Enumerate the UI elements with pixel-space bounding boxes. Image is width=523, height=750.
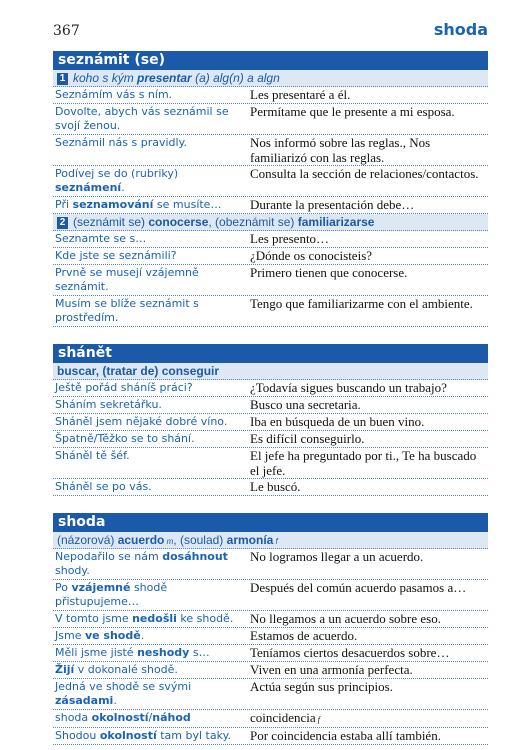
page-number: 367 — [53, 23, 80, 39]
czech-fragment: Ještě pořád sháníš práci? — [55, 381, 193, 394]
czech-phrase — [53, 710, 250, 727]
spanish-translation — [250, 728, 488, 744]
spanish-text: Estamos de acuerdo. — [250, 628, 358, 643]
entry-section — [53, 344, 488, 496]
czech-phrase — [53, 231, 250, 247]
spanish-translation — [250, 197, 488, 213]
czech-fragment: nedošli — [132, 612, 177, 625]
spanish-translation — [250, 479, 488, 495]
czech-phrase — [53, 248, 250, 264]
czech-phrase — [53, 135, 250, 165]
entry-headword: shoda — [53, 513, 488, 532]
czech-phrase — [53, 580, 250, 610]
example-row — [53, 296, 488, 327]
czech-fragment: Žijí — [55, 663, 75, 676]
czech-fragment: vzájemné — [71, 581, 131, 594]
czech-phrase — [53, 197, 250, 213]
sense-gloss — [53, 214, 488, 231]
spanish-translation — [250, 611, 488, 627]
example-row — [53, 197, 488, 214]
sense-number: 1 — [57, 73, 68, 85]
example-row — [53, 104, 488, 135]
czech-phrase — [53, 380, 250, 396]
czech-fragment: zásadami — [55, 694, 114, 707]
gloss-text: m — [164, 537, 174, 546]
czech-fragment: seznámení — [55, 181, 122, 194]
entry-section — [53, 51, 488, 327]
spanish-translation — [250, 265, 488, 295]
spanish-text: ¿Dónde os conocisteis? — [250, 248, 373, 263]
czech-phrase — [53, 414, 250, 430]
spanish-translation — [250, 628, 488, 644]
spanish-text: Actúa según sus principios. — [250, 679, 393, 694]
entry-section — [53, 513, 488, 745]
czech-fragment: Sháněl jsem nějaké dobré víno. — [55, 415, 228, 428]
czech-fragment: dosáhnout — [162, 550, 228, 563]
spanish-text: Teníamos ciertos desacuerdos sobre… — [250, 645, 450, 660]
czech-fragment: Sháněl tě šéf. — [55, 449, 130, 462]
spanish-translation — [250, 166, 488, 196]
spanish-text: coincidencia — [250, 710, 316, 725]
gloss-text: conocerse — [148, 215, 209, 229]
spanish-text: Por coincidencia estaba allí también. — [250, 728, 441, 743]
sense-number: 2 — [57, 217, 68, 229]
example-row — [53, 231, 488, 248]
spanish-translation — [250, 231, 488, 247]
czech-phrase — [53, 296, 250, 326]
czech-phrase — [53, 166, 250, 196]
example-row — [53, 87, 488, 104]
czech-fragment: Jsme — [55, 629, 85, 642]
spanish-translation — [250, 397, 488, 413]
spanish-text: El jefe ha preguntado por ti., Te ha buscado el jefe. — [250, 448, 477, 478]
spanish-text: No llegamos a un acuerdo sobre eso. — [250, 611, 441, 626]
gloss-text: familiarizarse — [297, 215, 375, 229]
czech-fragment: v dokonalé shodě. — [74, 663, 178, 676]
czech-fragment: Dovolte, abych vás seznámil se svojí ženou. — [55, 105, 229, 132]
gloss-text: acuerdo — [117, 533, 165, 547]
czech-phrase — [53, 397, 250, 413]
czech-fragment: seznamování — [72, 198, 154, 211]
example-row — [53, 265, 488, 296]
czech-fragment: Jedná ve shodě se svými — [55, 680, 192, 693]
spanish-translation — [250, 448, 488, 478]
spanish-text: Le buscó. — [250, 479, 301, 494]
czech-fragment: Po — [55, 581, 72, 594]
czech-fragment: okolností — [91, 711, 149, 724]
czech-phrase — [53, 645, 250, 661]
example-row — [53, 248, 488, 265]
czech-phrase — [53, 628, 250, 644]
spanish-text: Durante la presentación debe… — [250, 197, 415, 212]
spanish-translation — [250, 645, 488, 661]
gloss-text: buscar, (tratar de) conseguir — [57, 364, 220, 378]
spanish-text: Permítame que le presente a mi esposa. — [250, 104, 455, 119]
example-row — [53, 414, 488, 431]
running-head: shoda — [433, 20, 488, 39]
czech-phrase — [53, 679, 250, 709]
spanish-translation — [250, 296, 488, 326]
spanish-translation — [250, 580, 488, 610]
czech-fragment: Seznamte se s… — [55, 232, 147, 245]
example-row — [53, 611, 488, 628]
czech-fragment: . — [121, 181, 125, 194]
example-row — [53, 728, 488, 745]
gender-marker: f — [315, 715, 320, 724]
sense-gloss — [53, 70, 488, 87]
example-row — [53, 580, 488, 611]
gloss-text: koho s kým — [73, 71, 138, 85]
example-row — [53, 679, 488, 710]
czech-fragment: Seznámím vás s ním. — [55, 88, 173, 101]
gloss-text: armonía — [226, 533, 274, 547]
czech-fragment: . — [140, 629, 145, 642]
example-row — [53, 662, 488, 679]
czech-fragment: Špatně/Těžko se to shání. — [55, 432, 195, 445]
spanish-translation — [250, 679, 488, 709]
gloss-text: (seznámit se) — [73, 215, 149, 229]
czech-fragment: shoda — [55, 711, 92, 724]
spanish-text: Les presento… — [250, 231, 330, 246]
spanish-text: Tengo que familiarizarme con el ambiente. — [250, 296, 473, 311]
czech-fragment: . — [113, 694, 117, 707]
entry-headword: shánět — [53, 344, 488, 363]
czech-phrase — [53, 431, 250, 447]
czech-fragment: ke shodě. — [176, 612, 234, 625]
spanish-text: ¿Todavía sigues buscando un trabajo? — [250, 380, 447, 395]
spanish-text: Después del común acuerdo pasamos a… — [250, 580, 467, 595]
czech-phrase — [53, 265, 250, 295]
spanish-text: Es difícil conseguirlo. — [250, 431, 365, 446]
czech-phrase — [53, 549, 250, 579]
czech-fragment: Kde jste se seznámili? — [55, 249, 177, 262]
example-row — [53, 380, 488, 397]
gloss-text: f — [273, 537, 278, 546]
page-header — [53, 20, 488, 44]
czech-fragment: Nepodařilo se nám — [55, 550, 163, 563]
spanish-translation — [250, 135, 488, 165]
spanish-translation — [250, 431, 488, 447]
example-row — [53, 166, 488, 197]
spanish-translation — [250, 662, 488, 678]
spanish-text: Viven en una armonía perfecta. — [250, 662, 413, 677]
example-row — [53, 628, 488, 645]
czech-fragment: tam byl taky. — [156, 729, 232, 742]
czech-fragment: Při — [55, 198, 73, 211]
spanish-translation — [250, 414, 488, 430]
example-row — [53, 135, 488, 166]
czech-fragment: Prvně se musejí vzájemně seznámit. — [55, 266, 199, 293]
czech-phrase — [53, 611, 250, 627]
czech-fragment: neshody — [137, 646, 190, 659]
spanish-text: Iba en búsqueda de un buen vino. — [250, 414, 425, 429]
czech-fragment: shodě přistupujeme… — [55, 581, 168, 608]
entries — [53, 51, 488, 745]
spanish-translation — [250, 87, 488, 103]
czech-fragment: Podívej se do (rubriky) — [55, 167, 179, 180]
sense-gloss — [53, 363, 488, 380]
spanish-text: Les presentaré a él. — [250, 87, 351, 102]
czech-phrase — [53, 662, 250, 678]
example-row — [53, 710, 488, 728]
spanish-translation — [250, 248, 488, 264]
czech-fragment: se musíte… — [153, 198, 222, 211]
gloss-text: , (obeznámit se) — [208, 215, 298, 229]
example-row — [53, 549, 488, 580]
spanish-translation — [250, 380, 488, 396]
czech-fragment: s… — [189, 646, 210, 659]
czech-phrase — [53, 104, 250, 134]
czech-fragment: Sháním sekretářku. — [55, 398, 162, 411]
czech-fragment: okolností — [99, 729, 157, 742]
gloss-text: (a) alg(n) a algn — [191, 71, 280, 85]
spanish-text: Busco una secretaria. — [250, 397, 361, 412]
czech-phrase — [53, 728, 250, 744]
czech-fragment: ve shodě — [84, 629, 141, 642]
spanish-text: Nos informó sobre las reglas., Nos familiarizó con las reglas. — [250, 135, 431, 165]
czech-fragment: Sháněl se po vás. — [55, 480, 152, 493]
example-row — [53, 397, 488, 414]
spanish-text: Primero tienen que conocerse. — [250, 265, 408, 280]
sense-gloss — [53, 532, 488, 549]
gloss-text: presentar — [137, 71, 192, 85]
example-row — [53, 431, 488, 448]
spanish-translation — [250, 104, 488, 134]
czech-phrase — [53, 448, 250, 478]
czech-phrase — [53, 479, 250, 495]
spanish-text: No logramos llegar a un acuerdo. — [250, 549, 424, 564]
dictionary-page — [53, 20, 488, 745]
gloss-text: (názorová) — [57, 533, 118, 547]
czech-fragment: Shodou — [55, 729, 100, 742]
czech-phrase — [53, 87, 250, 103]
gloss-text: , (soulad) — [173, 533, 227, 547]
czech-fragment: shody. — [55, 564, 90, 577]
czech-fragment: V tomto jsme — [55, 612, 133, 625]
czech-fragment: / — [148, 711, 153, 724]
czech-fragment: Seznámil nás s pravidly. — [55, 136, 188, 149]
czech-fragment: náhod — [152, 711, 191, 724]
example-row — [53, 645, 488, 662]
spanish-translation — [250, 710, 488, 727]
spanish-text: Consulta la sección de relaciones/contactos. — [250, 166, 479, 181]
czech-fragment: Měli jsme jisté — [55, 646, 138, 659]
spanish-translation — [250, 549, 488, 579]
czech-fragment: Musím se blíže seznámit s prostředím. — [55, 297, 199, 324]
entry-headword: seznámit (se) — [53, 51, 488, 70]
example-row — [53, 479, 488, 496]
example-row — [53, 448, 488, 479]
